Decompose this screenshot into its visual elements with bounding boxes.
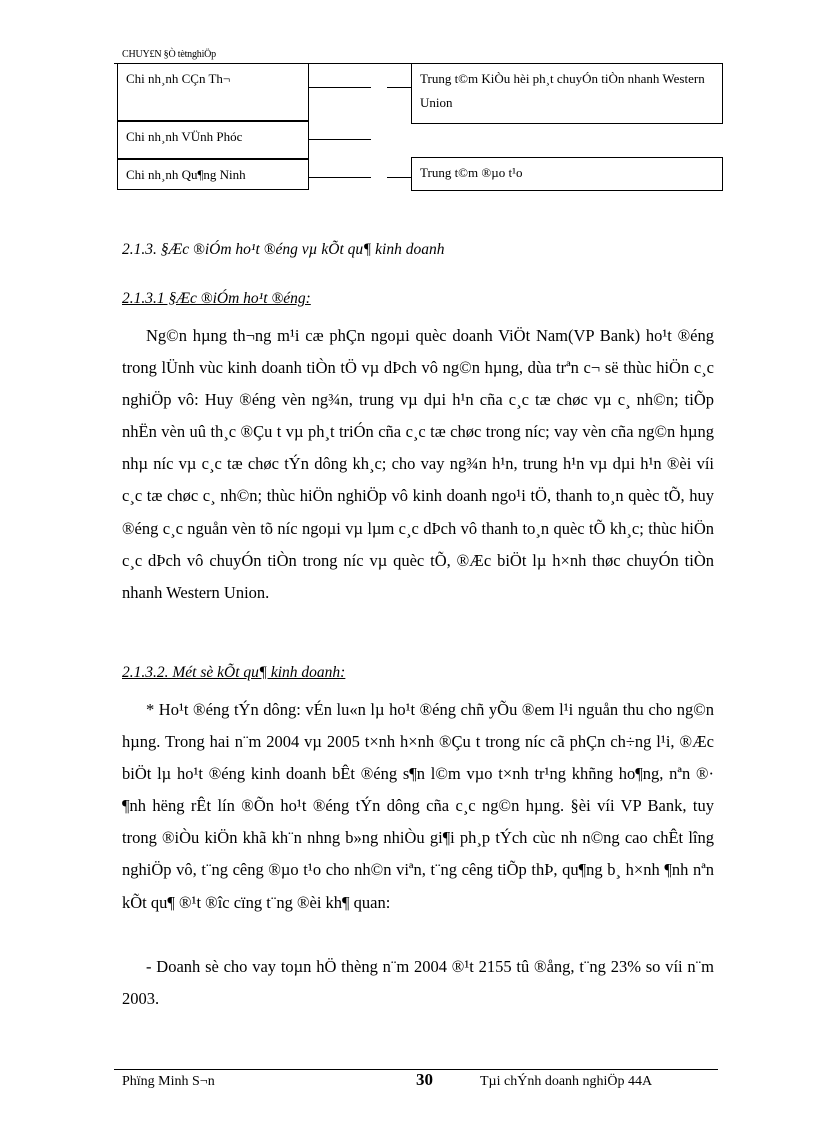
- results-paragraph: * Ho¹t ®éng tÝn dông: vÉn lu«n lµ ho¹t ®éng chñ yÕu ®em l¹i nguån thu cho ng©n hµng. Trong hai n¨m 2004 vµ 2005 t×nh h×nh ®Çu t trong níc cã phÇn ch÷ng l¹i, ®Æc biÖt lµ ho¹t ®éng kinh doanh bÊt ®éng s¶n l©m vµo t×nh tr¹ng khñng ho¶ng, nªn ®· ¶nh hëng rÊt lín ®Õn ho¹t ®éng tÝn dông cña c¸c ng©n hµng. §èi víi VP Bank, tuy trong ®iÒu kiÖn khã kh¨n nhng b»ng nhiÒu gi¶i ph¸p tÝch cùc nh n©ng cao chÊt lîng nghiÖp vô, t¨ng cêng ®µo t¹o cho nh©n viªn, t¨ng cêng tiÕp thÞ, qu¶ng b¸ h×nh ¶nh nªn kÕt qu¶ ®¹t ®îc cïng t¨ng ®èi kh¶ quan:: [122, 700, 714, 912]
- org-connector: [309, 87, 371, 88]
- section-heading: 2.1.3. §Æc ®iÓm ho¹t ®éng vµ kÕt qu¶ kinh doanh: [122, 241, 445, 258]
- footer-class: Tµi chÝnh doanh nghiÖp 44A: [480, 1074, 653, 1089]
- org-box-branch-can-tho: Chi nh¸nh CÇn Th¬: [117, 63, 309, 121]
- org-box-branch-vinh-phuc: Chi nh¸nh VÜnh Phóc: [117, 121, 309, 159]
- org-box-training-center: Trung t©m ®µo t¹o: [411, 157, 723, 191]
- document-header-title: CHUY£N §Ò tètnghiÖp: [122, 49, 216, 60]
- org-connector: [309, 139, 371, 140]
- page-number: 30: [416, 1070, 433, 1089]
- org-box-western-union-center: Trung t©m KiÒu hèi ph¸t chuyÓn tiÒn nhanh Western Union: [411, 63, 723, 124]
- footer-author: Phïng Minh S¬n: [122, 1074, 215, 1089]
- results-bullet: - Doanh sè cho vay toµn hÖ thèng n¨m 2004 ®¹t 2155 tû ®ång, t¨ng 23% so víi n¨m 2003.: [122, 957, 714, 1009]
- org-connector: [387, 87, 411, 88]
- activities-paragraph: Ng©n hµng th¬ng m¹i cæ phÇn ngoµi quèc doanh ViÖt Nam(VP Bank) ho¹t ®éng trong lÜnh vùc kinh doanh tiÒn tÖ vµ dÞch vô ng©n hµng, dùa trªn c¬ së thùc hiÖn c¸c nghiÖp vô: Huy ®éng vèn ng¾n, trung vµ dµi h¹n cña c¸c tæ chøc vµ c¸ nh©n; tiÕp nhËn vèn uû th¸c ®Çu t vµ ph¸t triÓn cña c¸c tæ chøc trong níc; vay vèn cña ng©n hµng nhµ níc vµ c¸c tæ chøc tÝn dông kh¸c; cho vay ng¾n h¹n, trung h¹n vµ dµi h¹n ®èi víi c¸c tæ chøc c¸ nh©n; thùc hiÖn nghiÖp vô kinh doanh ngo¹i tÖ, thanh to¸n quèc tÕ, huy ®éng c¸c nguån vèn tõ níc ngoµi vµ lµm c¸c dÞch vô thanh to¸n quèc tÕ kh¸c; thùc hiÖn c¸c dÞch vô chuyÓn tiÒn trong níc vµ quèc tÕ, ®Æc biÖt lµ h×nh thøc chuyÓn tiÒn nhanh Western Union.: [122, 326, 714, 602]
- org-box-branch-quang-ninh: Chi nh¸nh Qu¶ng Ninh: [117, 159, 309, 190]
- org-connector: [387, 177, 411, 178]
- subsection-heading-activities: 2.1.3.1 §Æc ®iÓm ho¹t ®éng:: [122, 290, 311, 307]
- org-connector: [309, 177, 371, 178]
- subsection-heading-results: 2.1.3.2. Mét sè kÕt qu¶ kinh doanh:: [122, 664, 346, 681]
